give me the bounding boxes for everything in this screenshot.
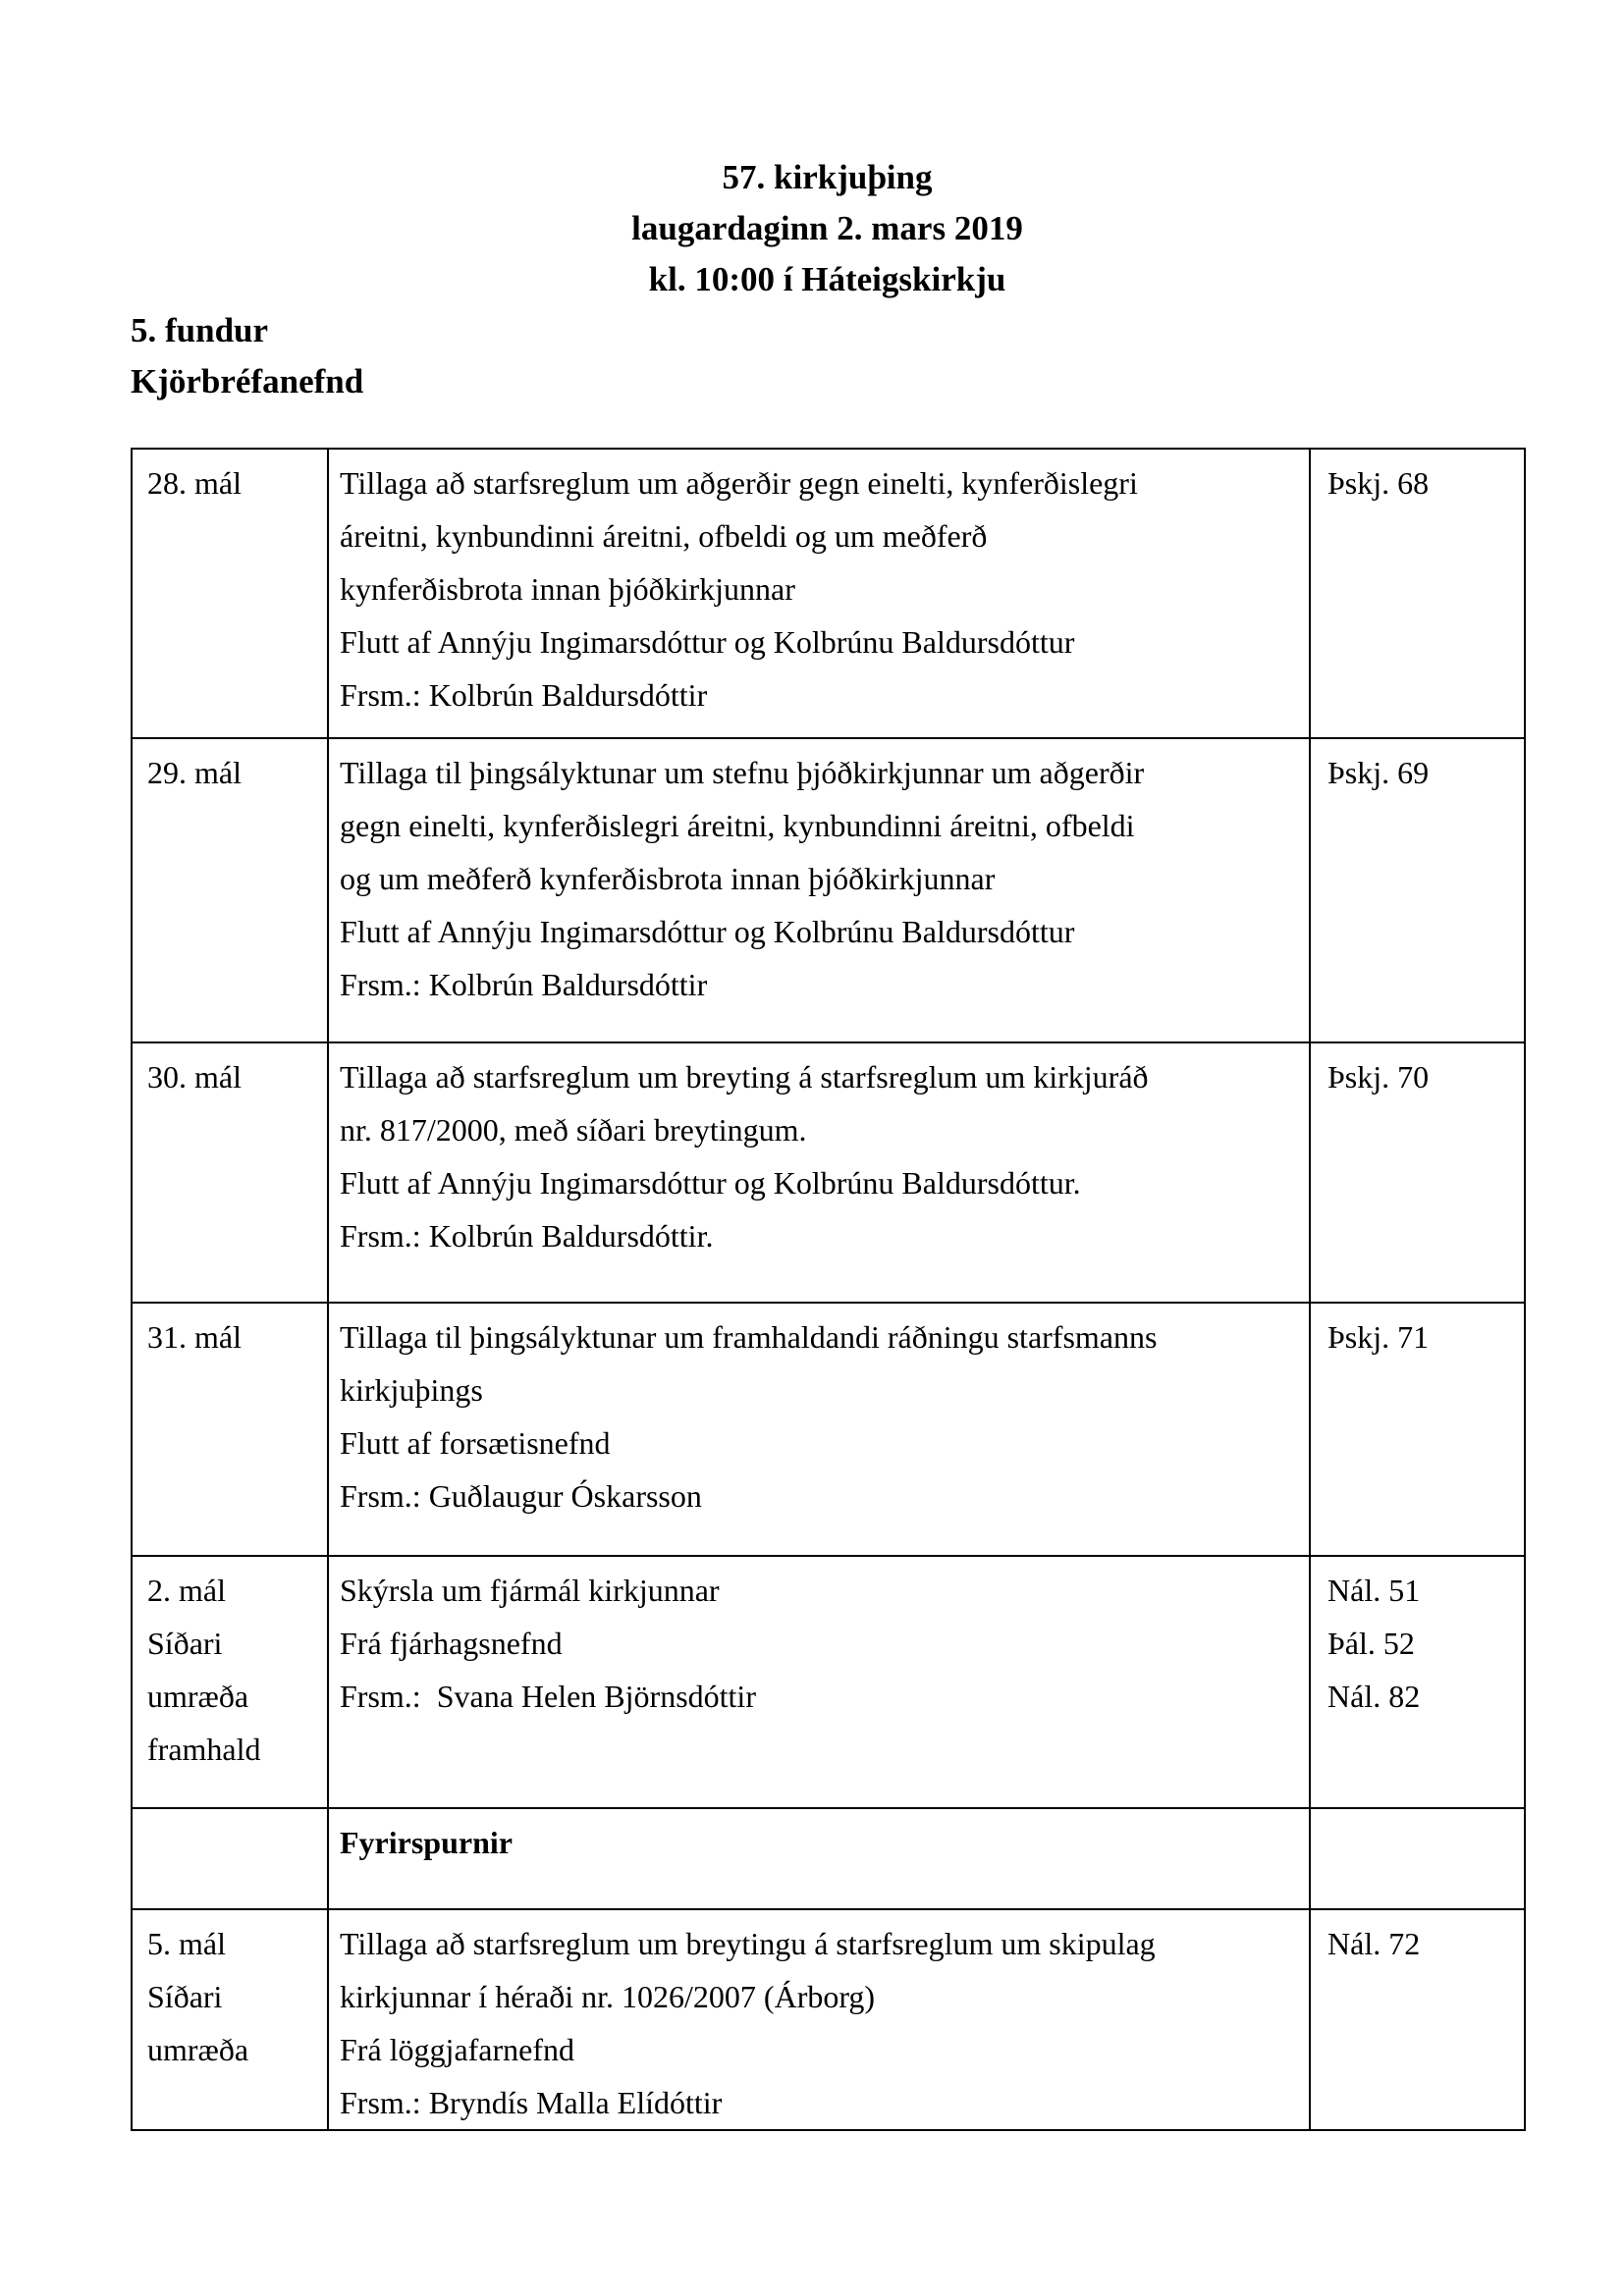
table-row — [132, 1556, 1525, 1808]
description-cell — [328, 1303, 1310, 1556]
description-cell — [328, 449, 1310, 738]
text-line: 30. mál — [147, 1059, 242, 1095]
case-number-cell — [132, 738, 328, 1042]
description-cell — [328, 738, 1310, 1042]
table-row — [132, 1303, 1525, 1556]
description-cell — [328, 1808, 1310, 1909]
text-line: Nál. 82 — [1327, 1679, 1421, 1714]
text-line: Þál. 52 — [1327, 1626, 1415, 1661]
doc-date: laugardaginn 2. mars 2019 — [631, 209, 1023, 247]
table-row — [132, 1808, 1525, 1909]
text-line: 31. mál — [147, 1319, 242, 1355]
document-ref-cell — [1310, 1808, 1525, 1909]
text-line: 2. mál — [147, 1573, 226, 1608]
text-line: framhald — [147, 1732, 261, 1767]
table-row — [132, 1042, 1525, 1303]
text-line: kynferðisbrota innan þjóðkirkjunnar — [340, 571, 795, 607]
text-line: Frsm.: Kolbrún Baldursdóttir — [340, 677, 708, 713]
case-number-cell — [132, 449, 328, 738]
text-line: Nál. 51 — [1327, 1573, 1421, 1608]
case-number-cell — [132, 1808, 328, 1909]
committee-label: Kjörbréfanefnd — [131, 362, 364, 400]
table-row — [132, 738, 1525, 1042]
text-line: Flutt af forsætisnefnd — [340, 1425, 611, 1461]
text-line: Þskj. 71 — [1327, 1319, 1430, 1355]
description-cell — [328, 1556, 1310, 1808]
text-line: Frsm.: Guðlaugur Óskarsson — [340, 1478, 702, 1514]
text-line: Þskj. 69 — [1327, 755, 1430, 790]
text-line: Frsm.: Kolbrún Baldursdóttir — [340, 967, 708, 1002]
text-line: Þskj. 70 — [1327, 1059, 1430, 1095]
text-line: umræða — [147, 2032, 249, 2067]
agenda-table — [131, 448, 1526, 2131]
table-row — [132, 449, 1525, 738]
document-ref-cell — [1310, 738, 1525, 1042]
session-label: 5. fundur — [131, 311, 269, 349]
text-line: Síðari — [147, 1979, 223, 2014]
document-ref-cell — [1310, 1556, 1525, 1808]
text-line: nr. 817/2000, með síðari breytingum. — [340, 1112, 807, 1148]
text-line: Tillaga að starfsreglum um aðgerðir gegn einelti, kynferðislegri — [340, 465, 1138, 501]
case-number-cell — [132, 1303, 328, 1556]
text-line: Skýrsla um fjármál kirkjunnar — [340, 1573, 720, 1608]
text-line: Þskj. 68 — [1327, 465, 1430, 501]
text-line: 29. mál — [147, 755, 242, 790]
text-line: Frá löggjafarnefnd — [340, 2032, 575, 2067]
text-line: Tillaga til þingsályktunar um framhaldandi ráðningu starfsmanns — [340, 1319, 1158, 1355]
text-line: Frsm.: Svana Helen Björnsdóttir — [340, 1679, 756, 1714]
case-number-cell — [132, 1042, 328, 1303]
document-ref-cell — [1310, 1303, 1525, 1556]
text-line: gegn einelti, kynferðislegri áreitni, kynbundinni áreitni, ofbeldi — [340, 808, 1135, 843]
document-header — [131, 152, 1524, 407]
text-line: 28. mál — [147, 465, 242, 501]
description-cell — [328, 1042, 1310, 1303]
document-ref-cell — [1310, 1042, 1525, 1303]
text-line: Flutt af Annýju Ingimarsdóttur og Kolbrúnu Baldursdóttur — [340, 914, 1075, 949]
text-line: Tillaga að starfsreglum um breytingu á starfsreglum um skipulag — [340, 1926, 1156, 1961]
text-line: kirkjuþings — [340, 1372, 483, 1408]
document-ref-cell — [1310, 449, 1525, 738]
table-row — [132, 1909, 1525, 2130]
doc-title: 57. kirkjuþing — [722, 158, 933, 196]
document-ref-cell — [1310, 1909, 1525, 2130]
case-number-cell — [132, 1909, 328, 2130]
text-line: 5. mál — [147, 1926, 226, 1961]
text-line: Flutt af Annýju Ingimarsdóttur og Kolbrúnu Baldursdóttur. — [340, 1165, 1081, 1201]
description-cell — [328, 1909, 1310, 2130]
text-line: Flutt af Annýju Ingimarsdóttur og Kolbrúnu Baldursdóttur — [340, 624, 1075, 660]
text-line: Frá fjárhagsnefnd — [340, 1626, 563, 1661]
text-line: Síðari — [147, 1626, 223, 1661]
text-line: Frsm.: Bryndís Malla Elídóttir — [340, 2085, 723, 2120]
case-number-cell — [132, 1556, 328, 1808]
text-line: Fyrirspurnir — [340, 1825, 513, 1860]
text-line: Tillaga að starfsreglum um breyting á starfsreglum um kirkjuráð — [340, 1059, 1149, 1095]
text-line: og um meðferð kynferðisbrota innan þjóðkirkjunnar — [340, 861, 996, 896]
text-line: kirkjunnar í héraði nr. 1026/2007 (Árborg) — [340, 1979, 876, 2014]
text-line: áreitni, kynbundinni áreitni, ofbeldi og um meðferð — [340, 518, 988, 554]
text-line: umræða — [147, 1679, 249, 1714]
text-line: Nál. 72 — [1327, 1926, 1421, 1961]
text-line: Tillaga til þingsályktunar um stefnu þjóðkirkjunnar um aðgerðir — [340, 755, 1145, 790]
text-line: Frsm.: Kolbrún Baldursdóttir. — [340, 1218, 714, 1254]
doc-time-location: kl. 10:00 í Háteigskirkju — [648, 260, 1006, 298]
